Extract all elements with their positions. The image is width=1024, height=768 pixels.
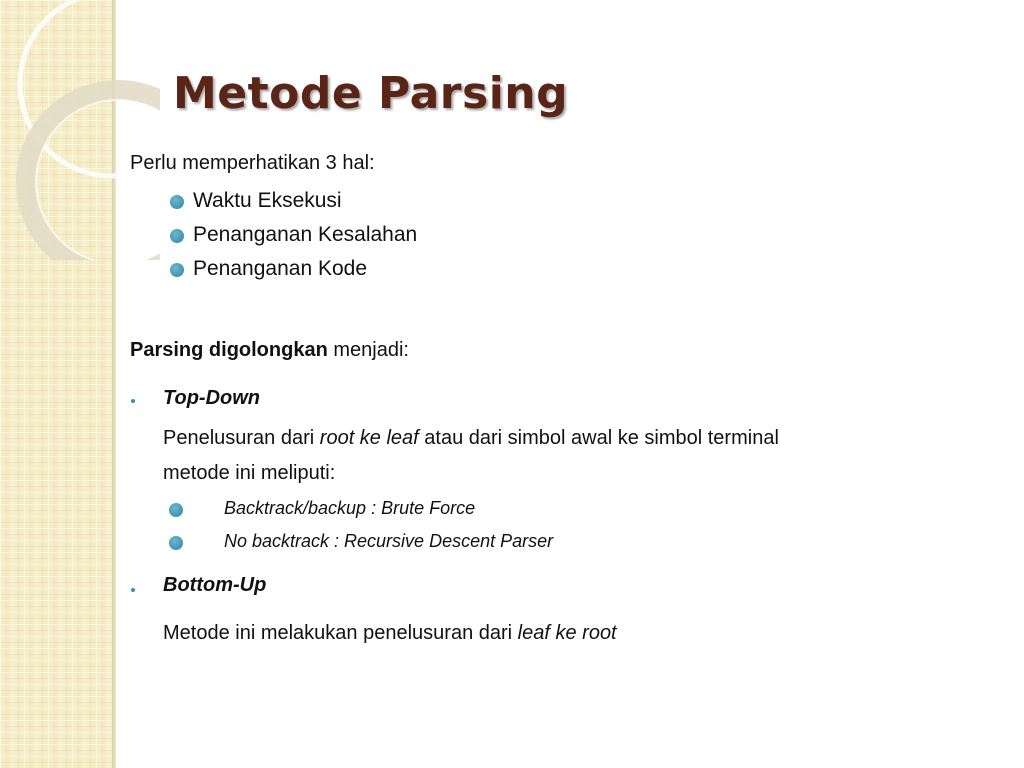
classify-bold: Parsing digolongkan <box>130 339 328 361</box>
bullet-dot-icon <box>170 195 184 209</box>
point-1: Waktu Eksekusi <box>193 189 342 212</box>
top-down-heading: Top-Down <box>163 387 261 409</box>
top-down-desc-part1: Penelusuran dari <box>163 427 320 449</box>
method-1: Backtrack/backup : Brute Force <box>224 498 476 518</box>
top-down-desc-line2: metode ini meliputi: <box>163 462 336 484</box>
bullet-dot-icon <box>170 229 184 243</box>
bullet-dot-icon <box>169 536 183 550</box>
classify-line <box>130 339 409 362</box>
bottom-up-desc-part1: Metode ini melakukan penelusuran dari <box>163 622 518 644</box>
bullet-dot-icon <box>169 503 183 517</box>
bottom-up-heading: Bottom-Up <box>163 574 267 596</box>
decorative-rings <box>0 0 160 260</box>
top-down-desc-part2: atau dari simbol awal ke simbol terminal <box>418 427 779 449</box>
small-bullet-icon <box>131 588 135 592</box>
bottom-up-desc-italic: leaf ke root <box>517 622 617 644</box>
top-down-desc <box>163 427 779 450</box>
bullet-dot-icon <box>170 263 184 277</box>
point-2: Penanganan Kesalahan <box>193 223 418 246</box>
classify-rest: menjadi: <box>327 339 409 361</box>
point-3: Penanganan Kode <box>193 257 367 280</box>
method-2: No backtrack : Recursive Descent Parser <box>224 531 554 551</box>
small-bullet-icon <box>131 399 135 403</box>
intro-text: Perlu memperhatikan 3 hal: <box>130 152 375 174</box>
top-down-desc-italic: root ke leaf <box>319 427 419 449</box>
bottom-up-desc <box>163 622 617 645</box>
slide-title: Metode Parsing <box>173 68 569 119</box>
